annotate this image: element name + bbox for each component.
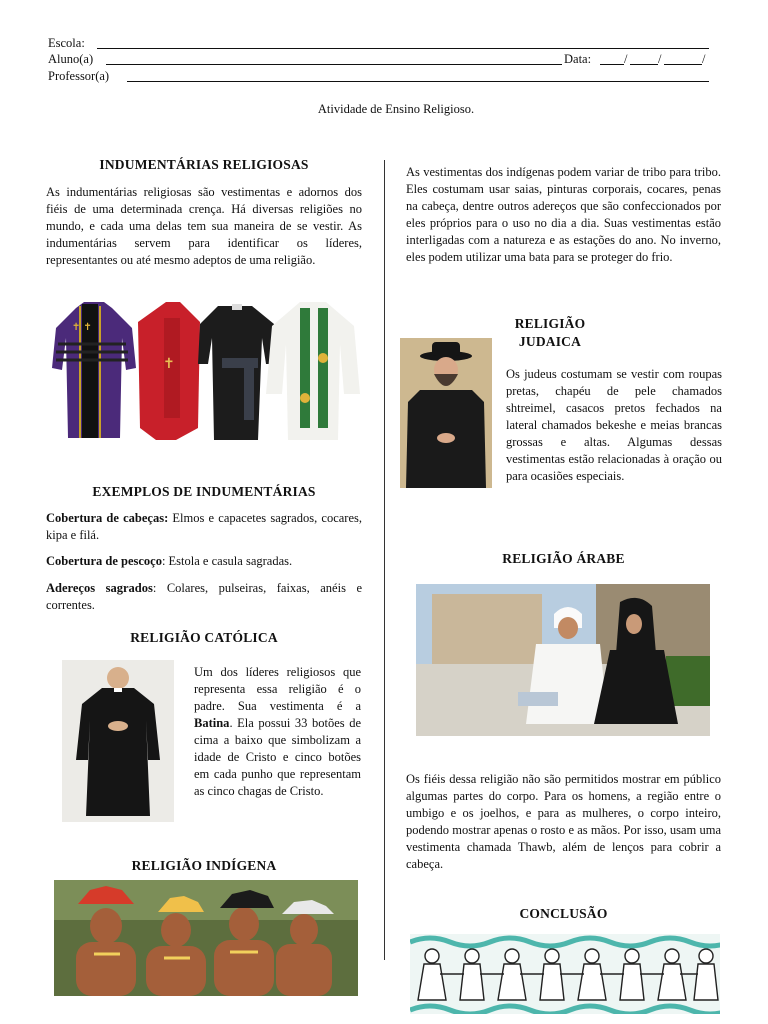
data-slash-2: / [658,52,662,66]
heading-judaica [500,315,600,351]
heading-judaica-line2: JUDAICA [518,334,582,349]
heading-conclusao: CONCLUSÃO [519,906,608,921]
data-slash-3: / [702,52,706,66]
data-label: Data: [564,52,592,66]
people-holding-hands-illustration [410,934,720,1014]
heading-indumentarias: INDUMENTÁRIAS RELIGIOSAS [99,157,309,172]
catolica-batina: Batina [194,716,230,730]
text-indumentarias: As indumentárias religiosas são vestimentas e adornos dos fiéis de uma determinada crença. Há diversas religiões no mundo, e cada uma delas tem sua maneira de se vestir. As indumentárias servem para identificar os líderes, representantes ou até mesmo adeptos de uma religião. [46,185,362,267]
heading-judaica-line1: RELIGIÃO [514,316,586,331]
professor-line[interactable] [127,81,709,82]
exemplo-item-2 [46,553,362,570]
exemplo-item-3 [46,580,362,614]
exemplo-term-3: Adereços sagrados [46,581,153,595]
professor-label: Professor(a) [48,69,110,83]
data-day-line[interactable] [600,64,624,65]
text-catolica [194,664,361,800]
heading-exemplos: EXEMPLOS DE INDUMENTÁRIAS [92,484,316,499]
indigenous-illustration [54,880,358,996]
escola-line[interactable] [97,48,709,49]
priest-image [62,660,174,822]
arab-people-illustration [416,584,710,736]
exemplo-item-1 [46,510,362,544]
catolica-text-before: Um dos líderes religiosos que representa essa religião é o padre. Sua vestimenta é a [194,665,361,713]
vestments-image [48,298,364,446]
svg-text:✝ ✝: ✝ ✝ [72,322,92,333]
exemplo-term-1: Cobertura de cabeças: [46,511,169,525]
aluno-label: Aluno(a) [48,52,94,66]
exemplo-term-2: Cobertura de pescoço [46,554,162,568]
data-year-line[interactable] [664,64,702,65]
priest-illustration [62,660,174,822]
catolica-text-after: . Ela possui 33 botões de cima a baixo que simbolizam a idade de Cristo e cinco botões em cada punho que representam as cinco chagas de Cristo. [194,716,361,798]
text-judaica: Os judeus costumam se vestir com roupas pretas, chapéu de pele chamados shtreimel, casacos pretos fechados na lateral chamados bekeshe e meias brancas grossas e altas. Algumas dessas vestimentas estão relacionadas à oração ou para ocasiões especiais. [506,367,722,483]
column-divider [384,160,385,960]
text-indigena: As vestimentas dos indígenas podem variar de tribo para tribo. Eles costumam usar saias, pinturas corporais, cocares, penas na cabeça, dentre outros adereços que são confeccionados por eles próprios para o uso no dia a dia. Suas vestimentas estão interligadas com a natureza e as estações do ano. No inverno, eles podem utilizar uma bata para se proteger do frio. [406,165,721,264]
data-month-line[interactable] [630,64,658,65]
heading-catolica: RELIGIÃO CATÓLICA [130,630,278,645]
heading-indigena: RELIGIÃO INDÍGENA [131,858,277,873]
heading-arabe: RELIGIÃO ÁRABE [502,551,625,566]
arab-people-image [416,584,710,736]
conclusao-image [410,934,720,1014]
svg-text:✝: ✝ [163,356,175,372]
jewish-man-image [400,338,492,488]
jewish-man-illustration [400,338,492,488]
exemplo-text-3: : Colares, pulseiras, faixas, anéis e correntes. [46,581,363,612]
vestments-illustration [48,298,364,446]
document-title: Atividade de Ensino Religioso. [317,102,475,116]
escola-label: Escola: [48,36,85,50]
indigenous-image [54,880,358,996]
exemplo-text-2: : Estola e casula sagradas. [161,554,293,568]
exemplo-text-1: Elmos e capacetes sagrados, cocares, kipa e filá. [46,511,362,542]
data-slash-1: / [624,52,628,66]
text-arabe: Os fiéis dessa religião não são permitidos mostrar em público algumas partes do corpo. Para os homens, a região entre o umbigo e os joelhos, e para as mulheres, o corpo inteiro, podendo mostrar apenas o rosto e as mãos. Por isso, usam uma vestimenta chamada Thawb, além de lenços para cobrir a cabeça. [406,772,721,871]
aluno-line[interactable] [106,64,562,65]
